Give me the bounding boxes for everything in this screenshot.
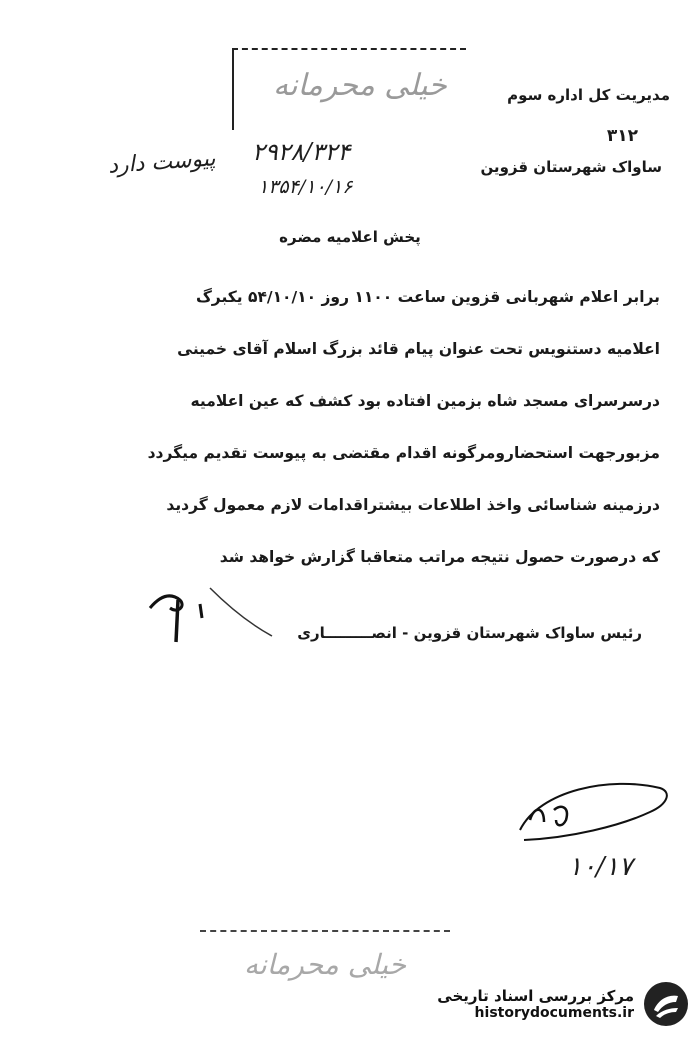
office-label: ساواک شهرستان قزوین	[480, 158, 662, 176]
watermark	[410, 976, 690, 1032]
department-label: مدیریت کل اداره سوم	[507, 86, 670, 104]
body-line-5: درزمینه شناسائی واخذ اطلاعات بیشتراقدامات لازم معمول گردید	[166, 496, 660, 514]
body-line-4: مزبورجهت استحضارومرگونه اقدام مقتضی به پیوست تقدیم میگردد	[147, 444, 660, 462]
body-line-6: که درصورت حصول نتیجه مراتب متعاقبا گزارش خواهد شد	[219, 548, 660, 566]
handwritten-bottom-date: ۱۰/۱۷	[568, 852, 633, 882]
handwritten-reference-number: ۲۹۲۸/۳۲۴	[252, 138, 351, 166]
signatory-line: رئیس ساواک شهرستان قزوین - انصـــــــــاری	[297, 624, 642, 642]
handwritten-attachment-note: پیوست دارد	[107, 146, 217, 179]
signature-scribble	[140, 578, 280, 648]
approval-signature	[500, 770, 680, 860]
archive-logo-icon	[642, 980, 690, 1028]
document-number: ۳۱۲	[606, 126, 638, 146]
document-title: پخش اعلامیه مضره	[279, 228, 421, 246]
watermark-url: historydocuments.ir	[474, 1005, 634, 1021]
classification-stamp-top: خیلی محرمانه	[273, 68, 447, 103]
handwritten-date: ۱۳۵۴/۱۰/۱۶	[258, 176, 353, 198]
body-line-2: اعلامیه دستنویس تحت عنوان پیام قائد بزرگ اسلام آقای خمینی	[177, 340, 660, 358]
watermark-name: مرکز بررسی اسناد تاریخی	[437, 987, 634, 1005]
body-line-3: درسرسرای مسجد شاه بزمین افتاده بود کشف که عین اعلامیه	[190, 392, 660, 410]
body-line-1: برابر اعلام شهربانی قزوین ساعت ۱۱۰۰ روز ۵۴/۱۰/۱۰ یکبرگ	[195, 288, 660, 306]
classification-stamp-bottom: خیلی محرمانه	[243, 948, 407, 981]
